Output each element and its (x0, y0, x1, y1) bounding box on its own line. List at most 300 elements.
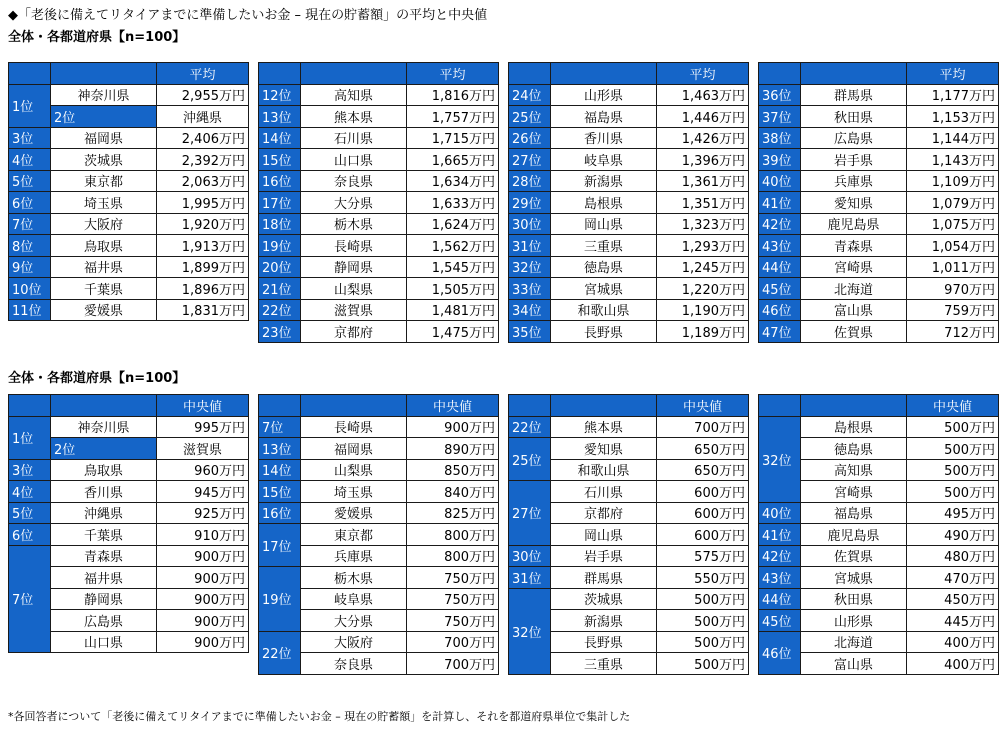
prefecture-cell: 福井県 (51, 256, 157, 278)
column-header: 平均 (157, 63, 249, 85)
ranking-table (258, 62, 499, 343)
rank-cell: 40位 (759, 502, 801, 524)
prefecture-cell: 徳島県 (551, 256, 657, 278)
prefecture-cell: 石川県 (551, 481, 657, 503)
value-cell: 750万円 (407, 567, 499, 589)
rank-cell: 44位 (759, 588, 801, 610)
value-cell: 995万円 (157, 416, 249, 438)
prefecture-cell: 埼玉県 (51, 192, 157, 214)
table-row (759, 278, 999, 300)
value-cell: 1,757万円 (407, 106, 499, 128)
value-cell: 1,220万円 (657, 278, 749, 300)
median-table-block-4 (758, 394, 999, 675)
rank-cell: 12位 (259, 84, 301, 106)
rank-cell: 16位 (259, 502, 301, 524)
header-blank-cell (759, 63, 801, 85)
table-row (259, 149, 499, 171)
prefecture-cell: 福島県 (551, 106, 657, 128)
header-blank-cell (9, 63, 51, 85)
table-row (259, 524, 499, 546)
value-cell: 1,054万円 (907, 235, 999, 257)
table-row (259, 459, 499, 481)
value-cell: 900万円 (157, 610, 249, 632)
table-row (509, 481, 749, 503)
column-header: 中央値 (407, 395, 499, 417)
table-row (9, 459, 249, 481)
table-row (259, 192, 499, 214)
header-blank-cell (801, 63, 907, 85)
rank-cell: 9位 (9, 256, 51, 278)
rank-cell: 45位 (759, 278, 801, 300)
section-subtitle-median: 全体・各都道府県【n=100】 (8, 371, 186, 386)
table-row (259, 481, 499, 503)
value-cell: 712万円 (907, 321, 999, 343)
table-row (759, 84, 999, 106)
table-row (9, 235, 249, 257)
prefecture-cell: 福岡県 (301, 438, 407, 460)
prefecture-cell: 鹿児島県 (801, 213, 907, 235)
rank-cell: 17位 (259, 524, 301, 567)
column-header: 中央値 (907, 395, 999, 417)
rank-cell: 46位 (759, 299, 801, 321)
rank-cell: 40位 (759, 170, 801, 192)
header-blank-cell (801, 395, 907, 417)
value-cell: 925万円 (157, 502, 249, 524)
table-header-row (759, 63, 999, 85)
ranking-table (258, 394, 499, 675)
value-cell: 1,624万円 (407, 213, 499, 235)
rank-cell: 11位 (9, 299, 51, 321)
prefecture-cell: 香川県 (51, 481, 157, 503)
rank-cell: 7位 (9, 545, 51, 653)
table-row (509, 127, 749, 149)
prefecture-cell: 栃木県 (301, 213, 407, 235)
section-subtitle-average: 全体・各都道府県【n=100】 (8, 30, 186, 45)
prefecture-cell: 兵庫県 (801, 170, 907, 192)
prefecture-cell: 徳島県 (801, 438, 907, 460)
prefecture-cell: 富山県 (801, 653, 907, 675)
prefecture-cell: 宮城県 (551, 278, 657, 300)
table-row (9, 192, 249, 214)
rank-cell: 15位 (259, 481, 301, 503)
table-row (759, 127, 999, 149)
table-row (759, 170, 999, 192)
rank-cell: 27位 (509, 481, 551, 546)
value-cell: 445万円 (907, 610, 999, 632)
prefecture-cell: 岡山県 (551, 524, 657, 546)
rank-cell: 19位 (259, 235, 301, 257)
prefecture-cell: 沖縄県 (51, 502, 157, 524)
value-cell: 1,323万円 (657, 213, 749, 235)
table-row (9, 502, 249, 524)
prefecture-cell: 岐阜県 (301, 588, 407, 610)
prefecture-cell: 高知県 (301, 84, 407, 106)
ranking-table (508, 394, 749, 675)
footnote: *各回答者について「老後に備えてリタイアまでに準備したいお金 – 現在の貯蓄額」を計算し、それを都道府県単位で集計した (8, 710, 631, 723)
value-cell: 500万円 (657, 588, 749, 610)
prefecture-cell: 長崎県 (301, 235, 407, 257)
page-title: ◆「老後に備えてリタイアまでに準備したいお金 – 現在の貯蓄額」の平均と中央値 (8, 8, 488, 23)
rank-cell: 30位 (509, 213, 551, 235)
prefecture-cell: 佐賀県 (801, 545, 907, 567)
rank-cell: 2位 (51, 438, 157, 460)
table-row (259, 567, 499, 589)
table-row (509, 416, 749, 438)
value-cell: 450万円 (907, 588, 999, 610)
value-cell: 960万円 (157, 459, 249, 481)
prefecture-cell: 大分県 (301, 192, 407, 214)
rank-cell: 6位 (9, 524, 51, 546)
ranking-table (758, 62, 999, 343)
value-cell: 500万円 (907, 416, 999, 438)
table-row (509, 545, 749, 567)
table-row (759, 545, 999, 567)
rank-cell: 32位 (509, 588, 551, 674)
prefecture-cell: 和歌山県 (551, 299, 657, 321)
rank-cell: 25位 (509, 106, 551, 128)
value-cell: 650万円 (657, 459, 749, 481)
prefecture-cell: 佐賀県 (801, 321, 907, 343)
rank-cell: 18位 (259, 213, 301, 235)
value-cell: 1,505万円 (407, 278, 499, 300)
column-header: 平均 (407, 63, 499, 85)
table-header-row (259, 63, 499, 85)
rank-cell: 41位 (759, 524, 801, 546)
prefecture-cell: 長野県 (551, 631, 657, 653)
rank-cell: 20位 (259, 256, 301, 278)
rank-cell: 30位 (509, 545, 551, 567)
rank-cell: 47位 (759, 321, 801, 343)
value-cell: 1,143万円 (907, 149, 999, 171)
rank-cell: 23位 (259, 321, 301, 343)
table-row (759, 192, 999, 214)
rank-cell: 28位 (509, 170, 551, 192)
rank-cell: 31位 (509, 567, 551, 589)
prefecture-cell: 鳥取県 (51, 235, 157, 257)
value-cell: 1,153万円 (907, 106, 999, 128)
value-cell: 750万円 (407, 610, 499, 632)
value-cell: 495万円 (907, 502, 999, 524)
prefecture-cell: 京都府 (551, 502, 657, 524)
value-cell: 1,109万円 (907, 170, 999, 192)
value-cell: 900万円 (157, 545, 249, 567)
rank-cell: 29位 (509, 192, 551, 214)
column-header: 平均 (907, 63, 999, 85)
value-cell: 500万円 (657, 631, 749, 653)
prefecture-cell: 栃木県 (301, 567, 407, 589)
value-cell: 1,995万円 (157, 192, 249, 214)
prefecture-cell: 愛知県 (801, 192, 907, 214)
prefecture-cell: 新潟県 (551, 610, 657, 632)
rank-cell: 2位 (51, 106, 157, 128)
table-header-row (509, 395, 749, 417)
prefecture-cell: 奈良県 (301, 653, 407, 675)
rank-cell: 4位 (9, 481, 51, 503)
table-row (509, 299, 749, 321)
value-cell: 1,562万円 (407, 235, 499, 257)
prefecture-cell: 宮崎県 (801, 481, 907, 503)
header-blank-cell (51, 395, 157, 417)
value-cell: 470万円 (907, 567, 999, 589)
rank-cell: 46位 (759, 631, 801, 674)
rank-cell: 37位 (759, 106, 801, 128)
value-cell: 480万円 (907, 545, 999, 567)
prefecture-cell: 愛媛県 (301, 502, 407, 524)
rank-cell: 32位 (509, 256, 551, 278)
value-cell: 1,633万円 (407, 192, 499, 214)
prefecture-cell: 大分県 (301, 610, 407, 632)
prefecture-cell: 新潟県 (551, 170, 657, 192)
value-cell: 1,899万円 (157, 256, 249, 278)
table-row (9, 256, 249, 278)
prefecture-cell: 青森県 (801, 235, 907, 257)
prefecture-cell: 広島県 (51, 610, 157, 632)
prefecture-cell: 鹿児島県 (801, 524, 907, 546)
table-row (259, 321, 499, 343)
value-cell: 759万円 (907, 299, 999, 321)
prefecture-cell: 岩手県 (801, 149, 907, 171)
median-table-block-3 (508, 394, 749, 675)
prefecture-cell: 北海道 (801, 631, 907, 653)
table-row (759, 106, 999, 128)
column-header: 中央値 (657, 395, 749, 417)
value-cell: 2,955万円 (157, 84, 249, 106)
value-cell: 840万円 (407, 481, 499, 503)
prefecture-cell: 奈良県 (301, 170, 407, 192)
value-cell: 1,189万円 (657, 321, 749, 343)
value-cell: 700万円 (407, 653, 499, 675)
table-row (9, 299, 249, 321)
rank-cell: 13位 (259, 106, 301, 128)
table-row (9, 524, 249, 546)
rank-cell: 3位 (9, 127, 51, 149)
prefecture-cell: 山口県 (301, 149, 407, 171)
rank-cell: 13位 (259, 438, 301, 460)
value-cell: 1,446万円 (657, 106, 749, 128)
rank-cell: 6位 (9, 192, 51, 214)
prefecture-cell: 愛知県 (551, 438, 657, 460)
table-row (259, 170, 499, 192)
prefecture-cell: 神奈川県 (51, 416, 157, 438)
prefecture-cell: 群馬県 (551, 567, 657, 589)
prefecture-cell: 広島県 (801, 127, 907, 149)
value-cell: 700万円 (407, 631, 499, 653)
prefecture-cell: 三重県 (551, 235, 657, 257)
table-row (509, 567, 749, 589)
rank-cell: 34位 (509, 299, 551, 321)
value-cell: 1,913万円 (157, 235, 249, 257)
rank-cell: 4位 (9, 149, 51, 171)
ranking-table (8, 62, 249, 321)
rank-cell: 8位 (9, 235, 51, 257)
value-cell: 1,144万円 (907, 127, 999, 149)
prefecture-cell: 福岡県 (51, 127, 157, 149)
prefecture-cell: 石川県 (301, 127, 407, 149)
rank-cell: 14位 (259, 459, 301, 481)
prefecture-cell: 青森県 (51, 545, 157, 567)
average-table-block-3 (508, 62, 749, 343)
rank-cell: 42位 (759, 213, 801, 235)
table-row (509, 192, 749, 214)
prefecture-cell: 滋賀県 (157, 438, 249, 460)
value-cell: 825万円 (407, 502, 499, 524)
value-cell: 1,245万円 (657, 256, 749, 278)
prefecture-cell: 兵庫県 (301, 545, 407, 567)
header-blank-cell (509, 63, 551, 85)
prefecture-cell: 三重県 (551, 653, 657, 675)
rank-cell: 27位 (509, 149, 551, 171)
table-row (259, 235, 499, 257)
value-cell: 1,920万円 (157, 213, 249, 235)
rank-cell: 32位 (759, 416, 801, 502)
table-row (9, 481, 249, 503)
value-cell: 1,665万円 (407, 149, 499, 171)
table-row (759, 631, 999, 653)
value-cell: 600万円 (657, 502, 749, 524)
value-cell: 1,177万円 (907, 84, 999, 106)
value-cell: 600万円 (657, 481, 749, 503)
rank-cell: 33位 (509, 278, 551, 300)
prefecture-cell: 山梨県 (301, 278, 407, 300)
table-row (509, 149, 749, 171)
rank-cell: 1位 (9, 416, 51, 459)
table-row (259, 416, 499, 438)
column-header: 中央値 (157, 395, 249, 417)
value-cell: 800万円 (407, 545, 499, 567)
table-header-row (9, 395, 249, 417)
value-cell: 500万円 (907, 438, 999, 460)
value-cell: 500万円 (907, 459, 999, 481)
rank-cell: 15位 (259, 149, 301, 171)
header-blank-cell (301, 63, 407, 85)
value-cell: 970万円 (907, 278, 999, 300)
prefecture-cell: 大阪府 (301, 631, 407, 653)
rank-cell: 22位 (259, 631, 301, 674)
value-cell: 1,426万円 (657, 127, 749, 149)
prefecture-cell: 千葉県 (51, 278, 157, 300)
table-row (759, 588, 999, 610)
table-row (259, 278, 499, 300)
table-row (759, 299, 999, 321)
table-row (9, 416, 249, 438)
value-cell: 900万円 (407, 416, 499, 438)
table-header-row (759, 395, 999, 417)
value-cell: 500万円 (657, 610, 749, 632)
prefecture-cell: 鳥取県 (51, 459, 157, 481)
median-table-block-1 (8, 394, 249, 653)
table-row (509, 235, 749, 257)
prefecture-cell: 茨城県 (51, 149, 157, 171)
table-row (759, 502, 999, 524)
average-table-block-2 (258, 62, 499, 343)
header-blank-cell (259, 395, 301, 417)
table-row (9, 545, 249, 567)
table-row (509, 84, 749, 106)
value-cell: 1,190万円 (657, 299, 749, 321)
table-header-row (9, 63, 249, 85)
value-cell: 1,293万円 (657, 235, 749, 257)
table-row (259, 502, 499, 524)
value-cell: 1,011万円 (907, 256, 999, 278)
value-cell: 750万円 (407, 588, 499, 610)
table-row (759, 213, 999, 235)
value-cell: 910万円 (157, 524, 249, 546)
table-row (759, 256, 999, 278)
prefecture-cell: 山形県 (551, 84, 657, 106)
value-cell: 2,406万円 (157, 127, 249, 149)
prefecture-cell: 福井県 (51, 567, 157, 589)
table-row (259, 127, 499, 149)
value-cell: 945万円 (157, 481, 249, 503)
prefecture-cell: 東京都 (51, 170, 157, 192)
rank-cell: 3位 (9, 459, 51, 481)
table-row (259, 84, 499, 106)
column-header: 平均 (657, 63, 749, 85)
table-row (509, 256, 749, 278)
value-cell: 1,351万円 (657, 192, 749, 214)
prefecture-cell: 神奈川県 (51, 84, 157, 106)
rank-cell: 17位 (259, 192, 301, 214)
rank-cell: 42位 (759, 545, 801, 567)
table-header-row (259, 395, 499, 417)
prefecture-cell: 群馬県 (801, 84, 907, 106)
rank-cell: 22位 (509, 416, 551, 438)
rank-cell: 21位 (259, 278, 301, 300)
prefecture-cell: 秋田県 (801, 588, 907, 610)
table-row (9, 213, 249, 235)
table-row (759, 235, 999, 257)
table-row (509, 213, 749, 235)
table-row (9, 170, 249, 192)
average-table-block-4 (758, 62, 999, 343)
value-cell: 400万円 (907, 653, 999, 675)
rank-cell: 45位 (759, 610, 801, 632)
average-table-block-1 (8, 62, 249, 321)
prefecture-cell: 香川県 (551, 127, 657, 149)
table-row (259, 256, 499, 278)
rank-cell: 41位 (759, 192, 801, 214)
prefecture-cell: 山口県 (51, 631, 157, 653)
value-cell: 850万円 (407, 459, 499, 481)
ranking-table (758, 394, 999, 675)
prefecture-cell: 熊本県 (551, 416, 657, 438)
rank-cell: 24位 (509, 84, 551, 106)
value-cell: 1,475万円 (407, 321, 499, 343)
value-cell: 1,816万円 (407, 84, 499, 106)
value-cell: 550万円 (657, 567, 749, 589)
table-row (259, 631, 499, 653)
prefecture-cell: 岩手県 (551, 545, 657, 567)
table-row (759, 567, 999, 589)
header-blank-cell (51, 63, 157, 85)
header-blank-cell (759, 395, 801, 417)
prefecture-cell: 茨城県 (551, 588, 657, 610)
prefecture-cell: 熊本県 (301, 106, 407, 128)
value-cell: 500万円 (657, 653, 749, 675)
rank-cell: 10位 (9, 278, 51, 300)
prefecture-cell: 岡山県 (551, 213, 657, 235)
rank-cell: 7位 (9, 213, 51, 235)
value-cell: 1,075万円 (907, 213, 999, 235)
header-blank-cell (551, 395, 657, 417)
header-blank-cell (301, 395, 407, 417)
rank-cell: 36位 (759, 84, 801, 106)
table-row (759, 149, 999, 171)
rank-cell: 38位 (759, 127, 801, 149)
table-row (259, 438, 499, 460)
rank-cell: 1位 (9, 84, 51, 127)
table-row (509, 170, 749, 192)
